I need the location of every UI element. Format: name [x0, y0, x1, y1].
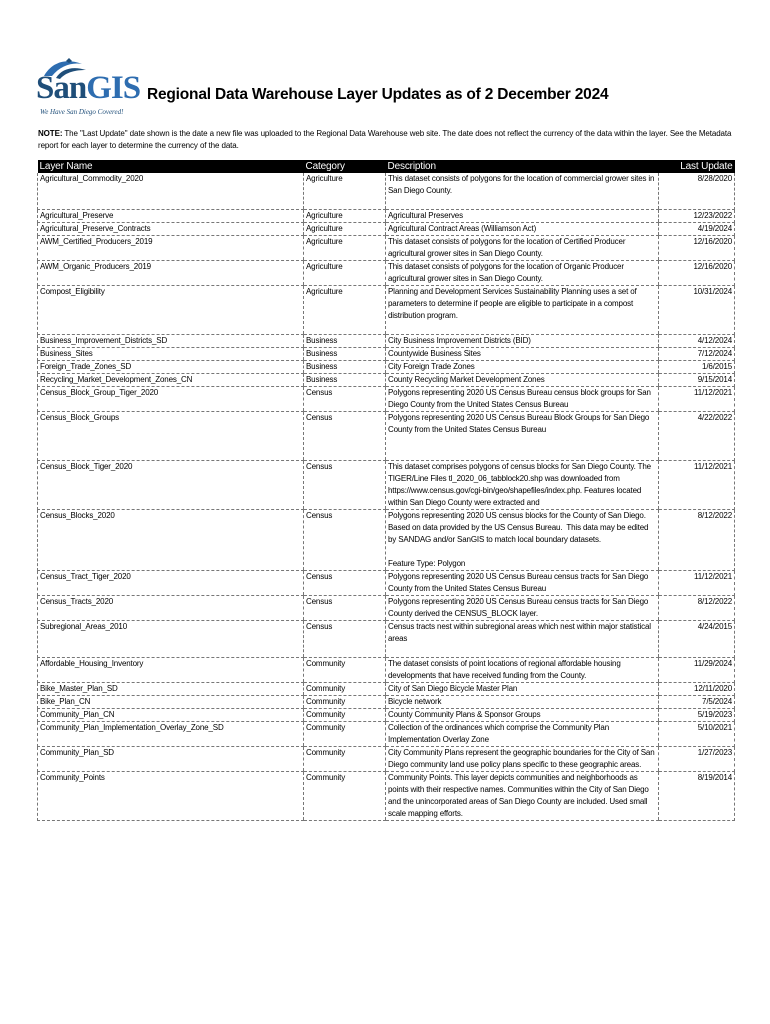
cell-last-update: 8/12/2022 [659, 596, 735, 621]
table-row [38, 772, 735, 821]
cell-description: City Community Plans represent the geographic boundaries for the City of San Diego community land use policy plans specific to these geographic areas. [386, 747, 659, 772]
header-last-update: Last Update [659, 160, 735, 173]
cell-category: Community [304, 683, 386, 696]
cell-last-update: 1/27/2023 [659, 747, 735, 772]
cell-last-update: 12/16/2020 [659, 236, 735, 261]
table-body [38, 173, 735, 821]
layer-updates-table [37, 160, 735, 821]
cell-category: Census [304, 571, 386, 596]
cell-last-update: 11/12/2021 [659, 461, 735, 510]
cell-description: City Foreign Trade Zones [386, 361, 659, 374]
cell-category: Community [304, 722, 386, 747]
sangis-logo [34, 58, 141, 120]
table-row [38, 173, 735, 210]
cell-layer-name: Subregional_Areas_2010 [38, 621, 304, 658]
cell-description: County Recycling Market Development Zones [386, 374, 659, 387]
cell-last-update: 4/24/2015 [659, 621, 735, 658]
table-row [38, 658, 735, 683]
cell-layer-name: Community_Plan_Implementation_Overlay_Zone_SD [38, 722, 304, 747]
cell-layer-name: Business_Sites [38, 348, 304, 361]
cell-category: Community [304, 772, 386, 821]
table-row [38, 571, 735, 596]
cell-category: Census [304, 621, 386, 658]
note-paragraph [38, 128, 738, 152]
cell-category: Agriculture [304, 223, 386, 236]
cell-layer-name: Compost_Eligibility [38, 286, 304, 335]
table-row [38, 621, 735, 658]
table-row [38, 374, 735, 387]
cell-layer-name: Census_Block_Group_Tiger_2020 [38, 387, 304, 412]
cell-last-update: 5/19/2023 [659, 709, 735, 722]
cell-last-update: 5/10/2021 [659, 722, 735, 747]
cell-category: Agriculture [304, 286, 386, 335]
cell-description: Polygons representing 2020 US census blocks for the County of San Diego. Based on data provided by the US Census Bureau. This data may be edited by SANDAG and/or SanGIS to match local boundary datasets. Feature Type: Polygon [386, 510, 659, 571]
cell-description: Community Points. This layer depicts communities and neighborhoods as points with their respective names. Communities within the City of San Diego and the unincorporated areas of San Diego County are included. Used small scale mapping efforts. [386, 772, 659, 821]
cell-last-update: 8/28/2020 [659, 173, 735, 210]
cell-description: The dataset consists of point locations of regional affordable housing developments that have received funding from the County. [386, 658, 659, 683]
table-row [38, 747, 735, 772]
cell-layer-name: Community_Points [38, 772, 304, 821]
table-row [38, 722, 735, 747]
cell-description: County Community Plans & Sponsor Groups [386, 709, 659, 722]
table-header-row [38, 160, 735, 173]
cell-layer-name: Affordable_Housing_Inventory [38, 658, 304, 683]
cell-description: City Business Improvement Districts (BID) [386, 335, 659, 348]
cell-category: Community [304, 658, 386, 683]
cell-layer-name: AWM_Certified_Producers_2019 [38, 236, 304, 261]
cell-layer-name: AWM_Organic_Producers_2019 [38, 261, 304, 286]
table-row [38, 696, 735, 709]
header-category: Category [304, 160, 386, 173]
cell-category: Community [304, 747, 386, 772]
cell-layer-name: Bike_Plan_CN [38, 696, 304, 709]
cell-layer-name: Community_Plan_SD [38, 747, 304, 772]
cell-last-update: 7/5/2024 [659, 696, 735, 709]
table-row [38, 335, 735, 348]
cell-description: City of San Diego Bicycle Master Plan [386, 683, 659, 696]
cell-last-update: 4/19/2024 [659, 223, 735, 236]
cell-category: Business [304, 374, 386, 387]
table-row [38, 348, 735, 361]
cell-description: This dataset consists of polygons for the location of Organic Producer agricultural grower sites in San Diego County. [386, 261, 659, 286]
logo-tagline: We Have San Diego Covered! [40, 108, 124, 116]
page-title: Regional Data Warehouse Layer Updates as of 2 December 2024 [147, 86, 609, 103]
cell-description: Planning and Development Services Sustainability Planning uses a set of parameters to determine if people are eligible to participate in a compost distribution program. [386, 286, 659, 335]
cell-layer-name: Community_Plan_CN [38, 709, 304, 722]
table-row [38, 412, 735, 461]
cell-description: Polygons representing 2020 US Census Bureau census tracts for San Diego County derived the CENSUS_BLOCK layer. [386, 596, 659, 621]
cell-category: Census [304, 387, 386, 412]
table-row [38, 286, 735, 335]
cell-category: Community [304, 709, 386, 722]
table-row [38, 461, 735, 510]
cell-category: Census [304, 412, 386, 461]
cell-last-update: 12/23/2022 [659, 210, 735, 223]
cell-description: Polygons representing 2020 US Census Bureau census tracts for San Diego County from the United States Census Bureau [386, 571, 659, 596]
cell-last-update: 12/11/2020 [659, 683, 735, 696]
cell-description: This dataset comprises polygons of census blocks for San Diego County. The TIGER/Line Files tl_2020_06_tabblock20.shp was downloaded from https://www.census.gov/cgi-bin/geo/shapefiles/index.php. Features located within San Diego County were extracted and [386, 461, 659, 510]
cell-last-update: 8/19/2014 [659, 772, 735, 821]
cell-layer-name: Census_Tract_Tiger_2020 [38, 571, 304, 596]
cell-category: Business [304, 335, 386, 348]
cell-layer-name: Census_Tracts_2020 [38, 596, 304, 621]
cell-description: Polygons representing 2020 US Census Bureau Block Groups for San Diego County from the United States Census Bureau [386, 412, 659, 461]
table-row [38, 361, 735, 374]
header-layer-name: Layer Name [38, 160, 304, 173]
table-row [38, 510, 735, 571]
cell-layer-name: Bike_Master_Plan_SD [38, 683, 304, 696]
cell-category: Census [304, 510, 386, 571]
table-row [38, 223, 735, 236]
cell-category: Agriculture [304, 173, 386, 210]
cell-description: Agricultural Preserves [386, 210, 659, 223]
table-row [38, 210, 735, 223]
cell-description: Countywide Business Sites [386, 348, 659, 361]
cell-description: Census tracts nest within subregional areas which nest within major statistical areas [386, 621, 659, 658]
cell-description: Agricultural Contract Areas (Williamson Act) [386, 223, 659, 236]
cell-category: Agriculture [304, 261, 386, 286]
cell-category: Agriculture [304, 210, 386, 223]
cell-layer-name: Agricultural_Commodity_2020 [38, 173, 304, 210]
cell-category: Community [304, 696, 386, 709]
note-label: NOTE: [38, 129, 63, 138]
cell-last-update: 11/29/2024 [659, 658, 735, 683]
cell-last-update: 11/12/2021 [659, 571, 735, 596]
logo-gis: GIS [86, 70, 141, 106]
logo-wordmark [36, 72, 140, 105]
logo-san: San [36, 70, 87, 106]
cell-last-update: 10/31/2024 [659, 286, 735, 335]
cell-last-update: 11/12/2021 [659, 387, 735, 412]
cell-layer-name: Business_Improvement_Districts_SD [38, 335, 304, 348]
cell-last-update: 1/6/2015 [659, 361, 735, 374]
cell-layer-name: Census_Block_Groups [38, 412, 304, 461]
cell-category: Business [304, 361, 386, 374]
header-description: Description [386, 160, 659, 173]
cell-last-update: 4/12/2024 [659, 335, 735, 348]
cell-layer-name: Census_Block_Tiger_2020 [38, 461, 304, 510]
table-row [38, 261, 735, 286]
cell-layer-name: Agricultural_Preserve_Contracts [38, 223, 304, 236]
cell-category: Agriculture [304, 236, 386, 261]
cell-description: This dataset consists of polygons for the location of commercial grower sites in San Diego County. [386, 173, 659, 210]
cell-last-update: 8/12/2022 [659, 510, 735, 571]
table-row [38, 709, 735, 722]
cell-last-update: 9/15/2014 [659, 374, 735, 387]
cell-description: Bicycle network [386, 696, 659, 709]
cell-category: Census [304, 461, 386, 510]
cell-layer-name: Foreign_Trade_Zones_SD [38, 361, 304, 374]
cell-category: Business [304, 348, 386, 361]
cell-layer-name: Census_Blocks_2020 [38, 510, 304, 571]
table-row [38, 596, 735, 621]
cell-category: Census [304, 596, 386, 621]
cell-description: This dataset consists of polygons for the location of Certified Producer agricultural grower sites in San Diego County. [386, 236, 659, 261]
cell-description: Polygons representing 2020 US Census Bureau census block groups for San Diego County from the United States Census Bureau [386, 387, 659, 412]
cell-layer-name: Recycling_Market_Development_Zones_CN [38, 374, 304, 387]
cell-last-update: 12/16/2020 [659, 261, 735, 286]
cell-last-update: 7/12/2024 [659, 348, 735, 361]
table-row [38, 683, 735, 696]
cell-last-update: 4/22/2022 [659, 412, 735, 461]
table-row [38, 387, 735, 412]
cell-description: Collection of the ordinances which comprise the Community Plan Implementation Overlay Zone [386, 722, 659, 747]
table-row [38, 236, 735, 261]
cell-layer-name: Agricultural_Preserve [38, 210, 304, 223]
note-text: The "Last Update" date shown is the date a new file was uploaded to the Regional Data Warehouse web site. The date does not reflect the currency of the data within the layer. See the Metadata report for each layer to determine the currency of the data. [38, 129, 732, 150]
